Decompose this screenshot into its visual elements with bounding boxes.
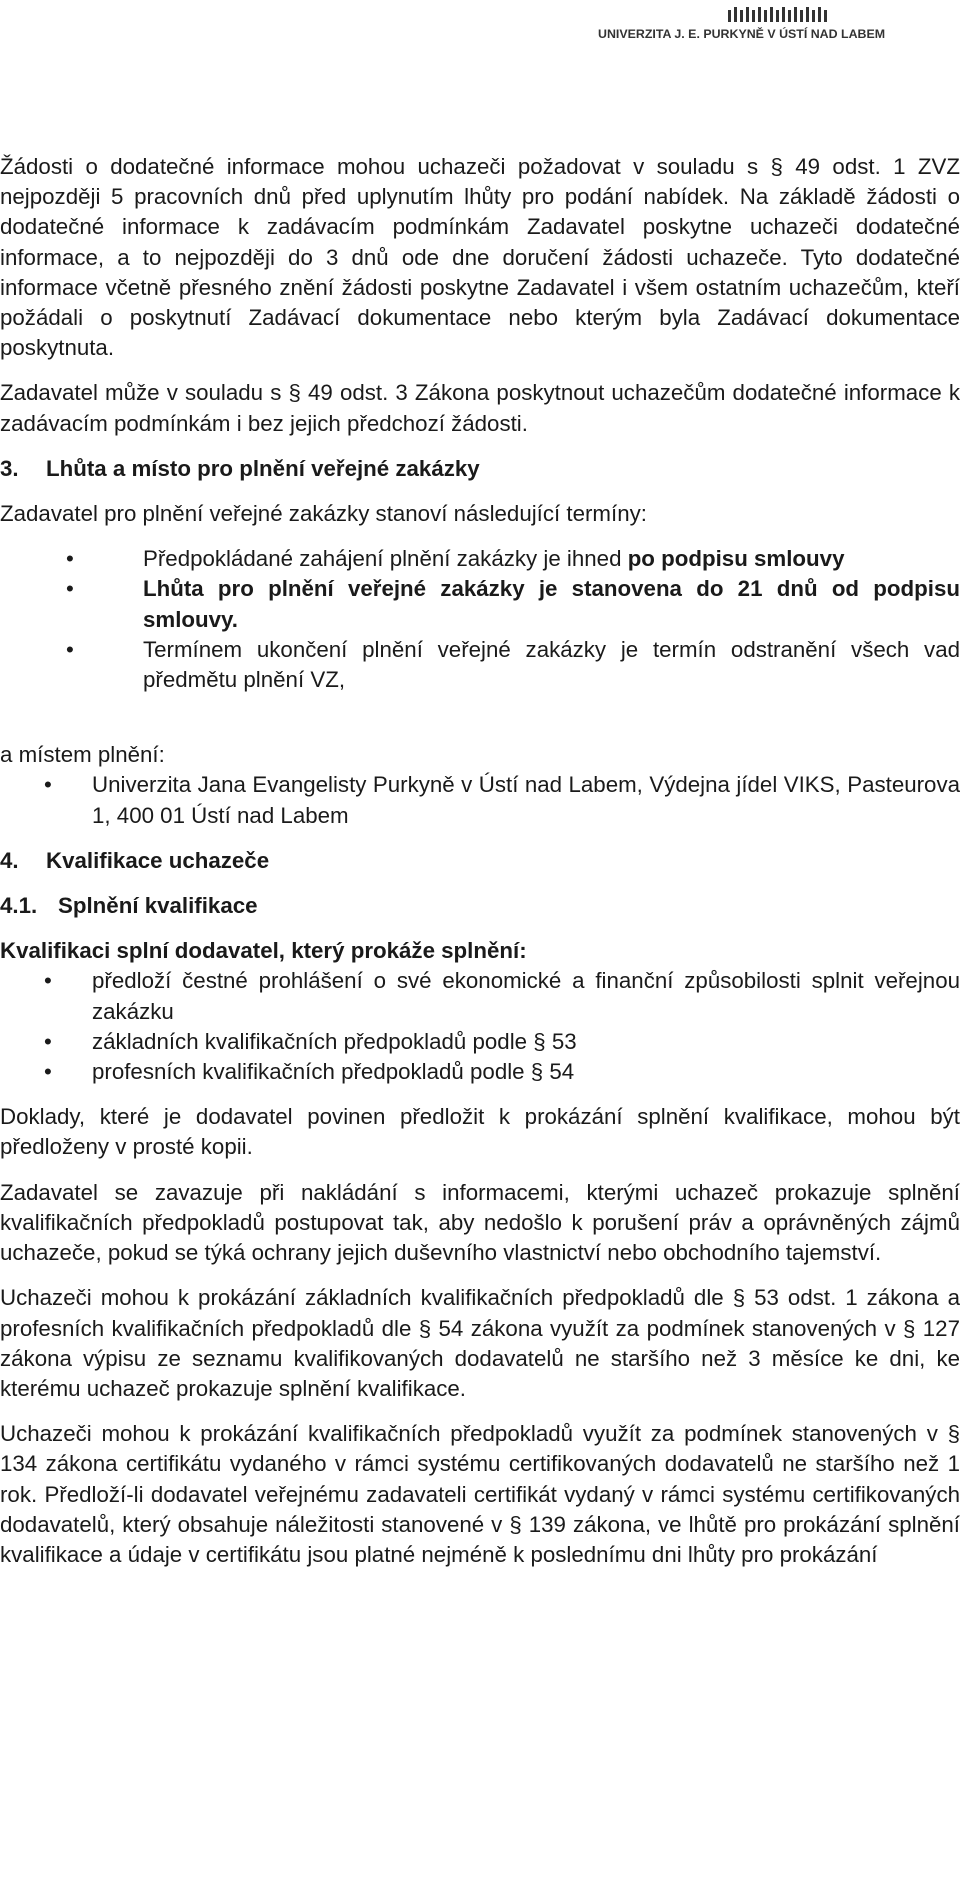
paragraph-certificate: Uchazeči mohou k prokázání kvalifikačních předpokladů využít za podmínek stanovených v § 134 zákona certifikátu vydaného v rámci systému certifikovaných dodavatelů ne staršího než 1 rok. Předloží-li dodavatel veřejnému zadavateli certifikát vydaný v rámci systému certifikovaných dodavatelů, který obsahuje náležitosti stanovené v § 139 zákona, ve lhůtě pro prokázání splnění kvalifikace a údaje v certifikátu jsou platné nejméně k poslednímu dni lhůty pro prokázání xyxy=(0,1421,960,1567)
terms-item-1-text: Předpokládané zahájení plnění zakázky je ihned xyxy=(143,546,628,572)
logo-mark xyxy=(728,7,827,22)
place-list xyxy=(0,770,960,830)
section-3-number: 3. xyxy=(0,455,19,481)
document-body xyxy=(0,152,960,1585)
terms-item-1-bold: po podpisu smlouvy xyxy=(627,546,845,572)
section-4-title: Kvalifikace uchazeče xyxy=(46,847,270,873)
paragraph-confidentiality: Zadavatel se zavazuje při nakládání s informacemi, kterými uchazeč prokazuje splnění kvalifikačních předpokladů postupovat tak, aby nedošlo k porušení práv a oprávněných zájmů uchazeče, pokud se týká ochrany jejich duševního vlastnictví nebo obchodního tajemství. xyxy=(0,1179,960,1266)
university-logo xyxy=(598,6,954,50)
terms-list xyxy=(0,544,960,695)
qualification-list-item: • základních kvalifikačních předpokladů podle § 53 xyxy=(0,1027,960,1057)
terms-list-item: • Termínem ukončení plnění veřejné zakázky je termín odstranění všech vad předmětu plnění VZ, xyxy=(0,635,960,695)
paragraph-copies: Doklady, které je dodavatel povinen předložit k prokázání splnění kvalifikace, mohou být předloženy v prosté kopii. xyxy=(0,1104,960,1160)
section-4-1-heading xyxy=(0,891,960,921)
section-3-heading xyxy=(0,454,960,484)
qualification-list-item: • předloží čestné prohlášení o své ekonomické a finanční způsobilosti splnit veřejnou zakázku xyxy=(0,966,960,1026)
section-4-1-number: 4.1. xyxy=(0,893,38,919)
terms-list-item xyxy=(0,544,960,574)
place-list-item: • Univerzita Jana Evangelisty Purkyně v Ústí nad Labem, Výdejna jídel VIKS, Pasteurova 1, 400 01 Ústí nad Labem xyxy=(0,770,960,830)
paragraph-terms-intro: Zadavatel pro plnění veřejné zakázky stanoví následující termíny: xyxy=(0,501,647,527)
qualification-list-item: • profesních kvalifikačních předpokladů podle § 54 xyxy=(0,1057,960,1087)
logo-text: UNIVERZITA J. E. PURKYNĚ V ÚSTÍ NAD LABEM xyxy=(598,27,886,41)
section-4-number: 4. xyxy=(0,847,19,873)
section-4-heading xyxy=(0,846,960,876)
paragraph-additional-info: Žádosti o dodatečné informace mohou uchazeči požadovat v souladu s § 49 odst. 1 ZVZ nejpozději 5 pracovních dnů před uplynutím lhůty pro podání nabídek. Na základě žádosti o dodatečné informace k zadávacím podmínkám Zadavatel poskytne uchazeči dodatečné informace, a to nejpozději do 3 dnů ode dne doručení žádosti uchazeče. Tyto dodatečné informace včetně přesného znění žádosti poskytne Zadavatel i všem ostatním uchazečům, kteří požádali o poskytnutí Zadávací dokumentace nebo kterým byla Zadávací dokumentace poskytnuta. xyxy=(0,154,960,361)
terms-list-item: • Lhůta pro plnění veřejné zakázky je stanovena do 21 dnů od podpisu smlouvy. xyxy=(0,574,960,634)
paragraph-place-intro: a místem plnění: xyxy=(0,742,165,768)
spacer xyxy=(0,710,960,740)
qualification-list xyxy=(0,966,960,1087)
section-4-1-title: Splnění kvalifikace xyxy=(58,893,258,919)
paragraph-additional-info-without-request: Zadavatel může v souladu s § 49 odst. 3 Zákona poskytnout uchazečům dodatečné informace k zadávacím podmínkám i bez jejich předchozí žádosti. xyxy=(0,380,960,436)
paragraph-qualified-suppliers-list: Uchazeči mohou k prokázání základních kvalifikačních předpokladů dle § 53 odst. 1 zákona a profesních kvalifikačních předpokladů dle § 54 zákona využít za podmínek stanovených v § 127 zákona výpisu ze seznamu kvalifikovaných dodavatelů ne staršího než 3 měsíce ke dni, ke kterému uchazeč prokazuje splnění kvalifikace. xyxy=(0,1285,960,1401)
section-3-title: Lhůta a místo pro plnění veřejné zakázky xyxy=(46,455,480,481)
qualification-lead: Kvalifikaci splní dodavatel, který prokáže splnění: xyxy=(0,938,527,964)
